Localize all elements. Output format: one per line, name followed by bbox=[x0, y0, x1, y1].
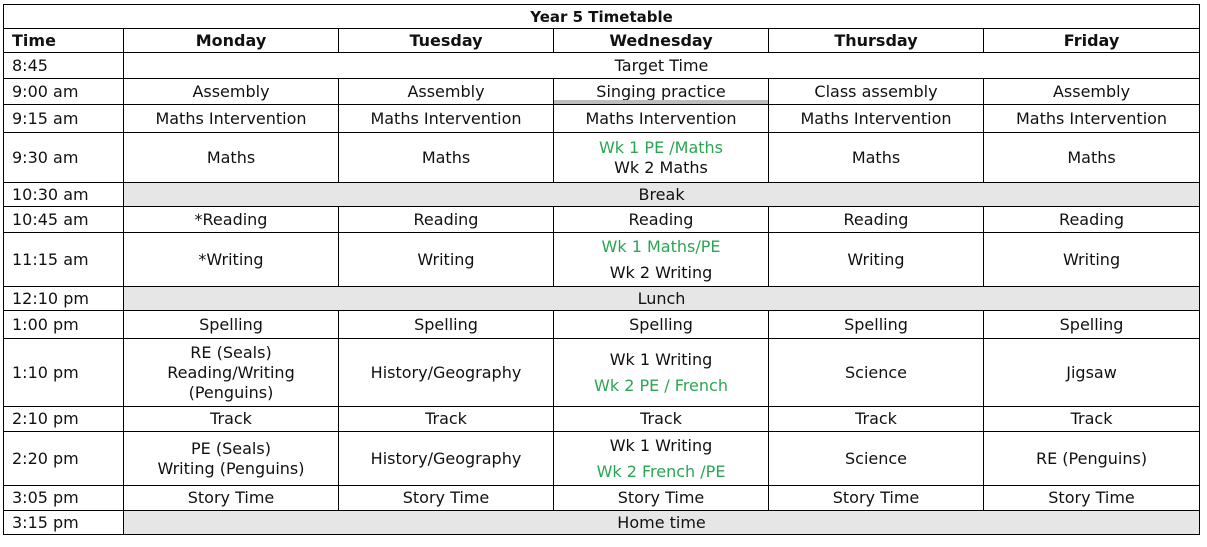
lesson-cell: Reading bbox=[984, 207, 1200, 233]
lunch-cell: Lunch bbox=[124, 287, 1200, 311]
lesson-cell: Science bbox=[769, 432, 984, 486]
week1-lesson: Wk 1 Writing bbox=[609, 349, 713, 369]
time-cell: 3:15 pm bbox=[4, 511, 124, 535]
lesson-cell: Assembly bbox=[984, 79, 1200, 105]
week1-lesson: Wk 1 Maths/PE bbox=[601, 236, 721, 256]
lesson-cell: *Writing bbox=[124, 233, 339, 287]
table-row bbox=[4, 407, 1200, 432]
header-wednesday: Wednesday bbox=[554, 29, 769, 53]
lesson-cell: Writing bbox=[339, 233, 554, 287]
lesson-cell: Track bbox=[339, 407, 554, 432]
lesson-cell: Story Time bbox=[984, 486, 1200, 511]
lesson-cell: Jigsaw bbox=[984, 339, 1200, 407]
lesson-cell: Science bbox=[769, 339, 984, 407]
lesson-cell bbox=[124, 339, 339, 407]
time-cell: 1:10 pm bbox=[4, 339, 124, 407]
lesson-cell: Spelling bbox=[984, 311, 1200, 339]
lesson-cell: Track bbox=[124, 407, 339, 432]
lesson-cell: Spelling bbox=[339, 311, 554, 339]
week2-lesson: Wk 2 Maths bbox=[614, 157, 708, 177]
lesson-cell: Spelling bbox=[769, 311, 984, 339]
time-cell: 8:45 bbox=[4, 53, 124, 79]
lesson-cell: Story Time bbox=[769, 486, 984, 511]
lesson-cell: Track bbox=[984, 407, 1200, 432]
lesson-cell: Writing bbox=[769, 233, 984, 287]
lesson-line: Writing (Penguins) bbox=[157, 458, 305, 478]
lesson-cell: Maths Intervention bbox=[769, 105, 984, 133]
lesson-cell: Singing practice bbox=[554, 79, 769, 105]
header-monday: Monday bbox=[124, 29, 339, 53]
timetable-title: Year 5 Timetable bbox=[4, 5, 1200, 29]
lesson-cell: RE (Penguins) bbox=[984, 432, 1200, 486]
table-row bbox=[4, 207, 1200, 233]
time-cell: 10:45 am bbox=[4, 207, 124, 233]
lesson-cell bbox=[124, 432, 339, 486]
header-row bbox=[4, 29, 1200, 53]
lesson-line: Reading/Writing bbox=[167, 362, 295, 382]
lesson-cell: Maths bbox=[124, 133, 339, 183]
week1-lesson: Wk 1 PE /Maths bbox=[598, 137, 724, 157]
header-friday: Friday bbox=[984, 29, 1200, 53]
week2-lesson: Wk 2 Writing bbox=[609, 262, 713, 282]
lesson-cell: Story Time bbox=[554, 486, 769, 511]
header-thursday: Thursday bbox=[769, 29, 984, 53]
title-row bbox=[4, 5, 1200, 29]
table-row bbox=[4, 432, 1200, 486]
lesson-cell bbox=[554, 339, 769, 407]
table-row bbox=[4, 79, 1200, 105]
week2-lesson: Wk 2 PE / French bbox=[594, 375, 728, 395]
lesson-cell: Maths Intervention bbox=[124, 105, 339, 133]
time-cell: 2:20 pm bbox=[4, 432, 124, 486]
time-cell: 3:05 pm bbox=[4, 486, 124, 511]
break-cell: Break bbox=[124, 183, 1200, 207]
time-cell: 9:15 am bbox=[4, 105, 124, 133]
home-time-cell: Home time bbox=[124, 511, 1200, 535]
lesson-cell: Class assembly bbox=[769, 79, 984, 105]
lesson-cell: Spelling bbox=[124, 311, 339, 339]
time-cell: 9:30 am bbox=[4, 133, 124, 183]
lesson-cell: Maths Intervention bbox=[554, 105, 769, 133]
lesson-line: (Penguins) bbox=[188, 382, 274, 402]
table-row bbox=[4, 105, 1200, 133]
table-row bbox=[4, 339, 1200, 407]
lesson-cell bbox=[554, 133, 769, 183]
lesson-cell: Maths bbox=[769, 133, 984, 183]
table-row bbox=[4, 133, 1200, 183]
span-cell: Target Time bbox=[124, 53, 1200, 79]
lesson-cell: *Reading bbox=[124, 207, 339, 233]
time-cell: 9:00 am bbox=[4, 79, 124, 105]
lesson-cell: Story Time bbox=[124, 486, 339, 511]
time-cell: 12:10 pm bbox=[4, 287, 124, 311]
header-tuesday: Tuesday bbox=[339, 29, 554, 53]
week2-lesson: Wk 2 French /PE bbox=[596, 461, 726, 481]
time-cell: 10:30 am bbox=[4, 183, 124, 207]
lesson-cell: Maths Intervention bbox=[984, 105, 1200, 133]
lesson-cell: Reading bbox=[339, 207, 554, 233]
lesson-cell: Writing bbox=[984, 233, 1200, 287]
table-row bbox=[4, 53, 1200, 79]
lesson-cell: History/Geography bbox=[339, 432, 554, 486]
table-row bbox=[4, 287, 1200, 311]
timetable bbox=[3, 4, 1200, 535]
header-time: Time bbox=[4, 29, 124, 53]
week1-lesson: Wk 1 Writing bbox=[609, 435, 713, 455]
time-cell: 1:00 pm bbox=[4, 311, 124, 339]
lesson-cell: Track bbox=[554, 407, 769, 432]
lesson-cell: Story Time bbox=[339, 486, 554, 511]
lesson-cell bbox=[554, 233, 769, 287]
lesson-cell: Maths bbox=[339, 133, 554, 183]
lesson-cell: Spelling bbox=[554, 311, 769, 339]
table-row bbox=[4, 511, 1200, 535]
lesson-cell: History/Geography bbox=[339, 339, 554, 407]
lesson-cell bbox=[554, 432, 769, 486]
table-row bbox=[4, 311, 1200, 339]
time-cell: 11:15 am bbox=[4, 233, 124, 287]
lesson-cell: Reading bbox=[769, 207, 984, 233]
table-row bbox=[4, 233, 1200, 287]
table-row bbox=[4, 183, 1200, 207]
lesson-cell: Track bbox=[769, 407, 984, 432]
lesson-cell: Assembly bbox=[339, 79, 554, 105]
lesson-line: RE (Seals) bbox=[190, 342, 272, 362]
lesson-cell: Maths bbox=[984, 133, 1200, 183]
table-row bbox=[4, 486, 1200, 511]
lesson-line: PE (Seals) bbox=[191, 438, 271, 458]
time-cell: 2:10 pm bbox=[4, 407, 124, 432]
lesson-cell: Reading bbox=[554, 207, 769, 233]
lesson-cell: Assembly bbox=[124, 79, 339, 105]
lesson-cell: Maths Intervention bbox=[339, 105, 554, 133]
